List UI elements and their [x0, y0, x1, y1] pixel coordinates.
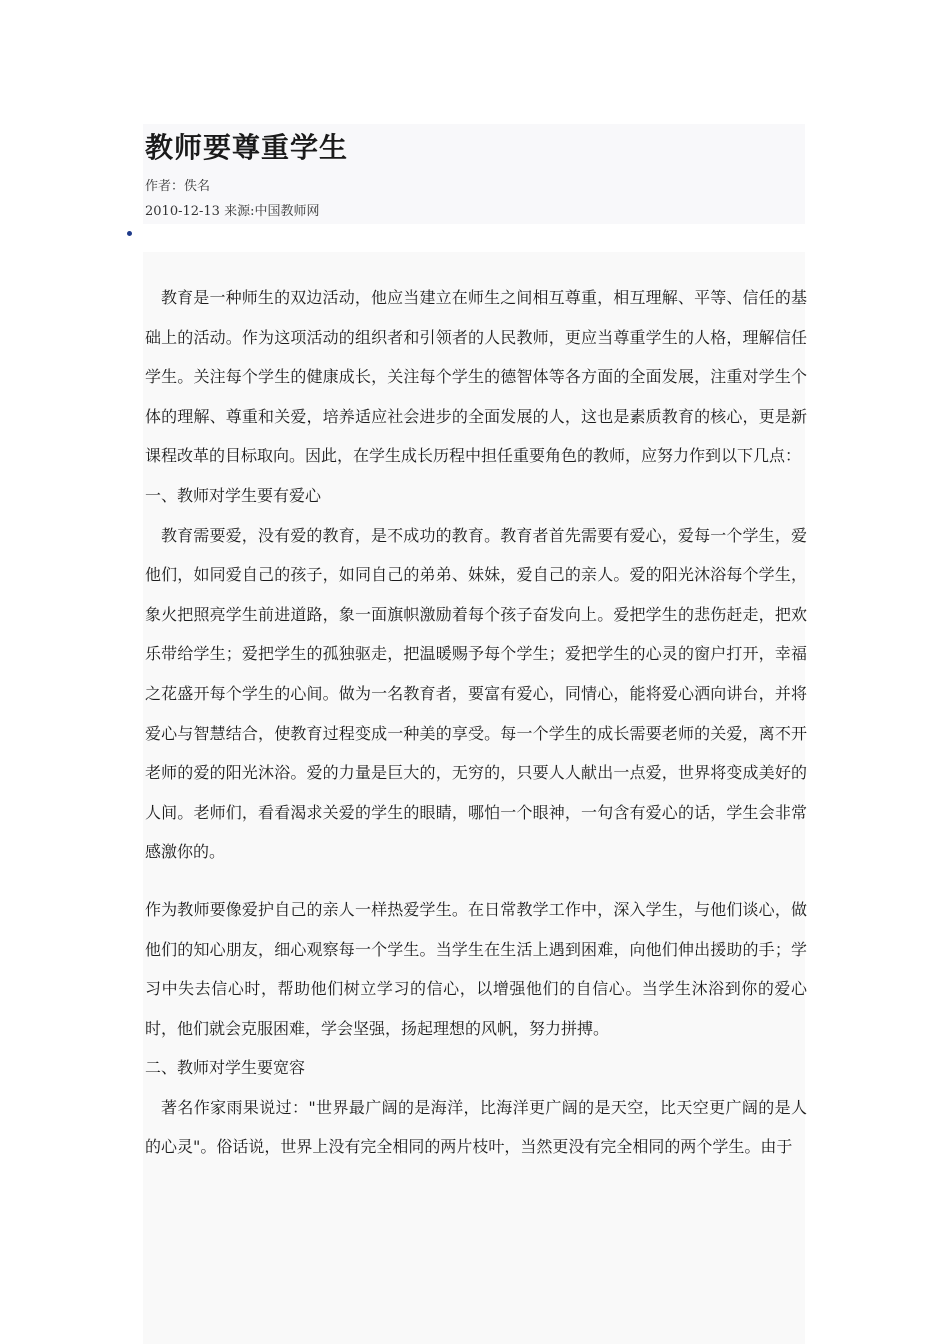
- bullet-dot-icon: [127, 231, 132, 236]
- body-paragraph: 教育需要爱，没有爱的教育，是不成功的教育。教育者首先需要有爱心，爱每一个学生，爱他们，如同爱自己的孩子，如同自己的弟弟、妹妹，爱自己的亲人。爱的阳光沐浴每个学生，象火把照亮学生前进道路，象一面旗帜激励着每个孩子奋发向上。爱把学生的悲伤赶走，把欢乐带给学生；爱把学生的孤独驱走，把温暖赐予每个学生；爱把学生的心灵的窗户打开，幸福之花盛开每个学生的心间。做为一名教育者，要富有爱心，同情心，能将爱心洒向讲台，并将爱心与智慧结合，使教育过程变成一种美的享受。每一个学生的成长需要老师的关爱，离不开老师的爱的阳光沐浴。爱的力量是巨大的，无穷的，只要人人献出一点爱，世界将变成美好的人间。老师们，看看渴求关爱的学生的眼睛，哪怕一个眼神，一句含有爱心的话，学生会非常感激你的。: [145, 525, 807, 862]
- article-date-source: 2010-12-13 来源:中国教师网: [145, 204, 320, 219]
- article-author: 作者：佚名: [145, 179, 211, 194]
- body-paragraph: 教育是一种师生的双边活动，他应当建立在师生之间相互尊重，相互理解、平等、信任的基础上的活动。作为这项活动的组织者和引领者的人民教师，更应当尊重学生的人格，理解信任学生。关注每个学生的健康成长，关注每个学生的德智体等各方面的全面发展，注重对学生个体的理解、尊重和关爱，培养适应社会进步的全面发展的人，这也是素质教育的核心，更是新课程改革的目标取向。因此，在学生成长历程中担任重要角色的教师，应努力作到以下几点：: [145, 288, 807, 466]
- body-paragraph: 作为教师要像爱护自己的亲人一样热爱学生。在日常教学工作中，深入学生，与他们谈心，做他们的知心朋友，细心观察每一个学生。当学生在生活上遇到困难，向他们伸出援助的手；学习中失去信心时，帮助他们树立学习的信心，以增强他们的自信心。当学生沐浴到你的爱心时，他们就会克服困难，学会坚强，扬起理想的风帆，努力拼搏。: [145, 899, 807, 1038]
- article-title: 教师要尊重学生: [145, 131, 349, 164]
- section-heading: 二、教师对学生要宽容: [145, 1058, 306, 1078]
- section-heading: 一、教师对学生要有爱心: [145, 485, 322, 505]
- body-paragraph: 著名作家雨果说过："世界最广阔的是海洋，比海洋更广阔的是天空，比天空更广阔的是人的心灵"。俗话说，世界上没有完全相同的两片枝叶，当然更没有完全相同的两个学生。由于: [145, 1097, 807, 1157]
- article-body: [145, 278, 807, 1167]
